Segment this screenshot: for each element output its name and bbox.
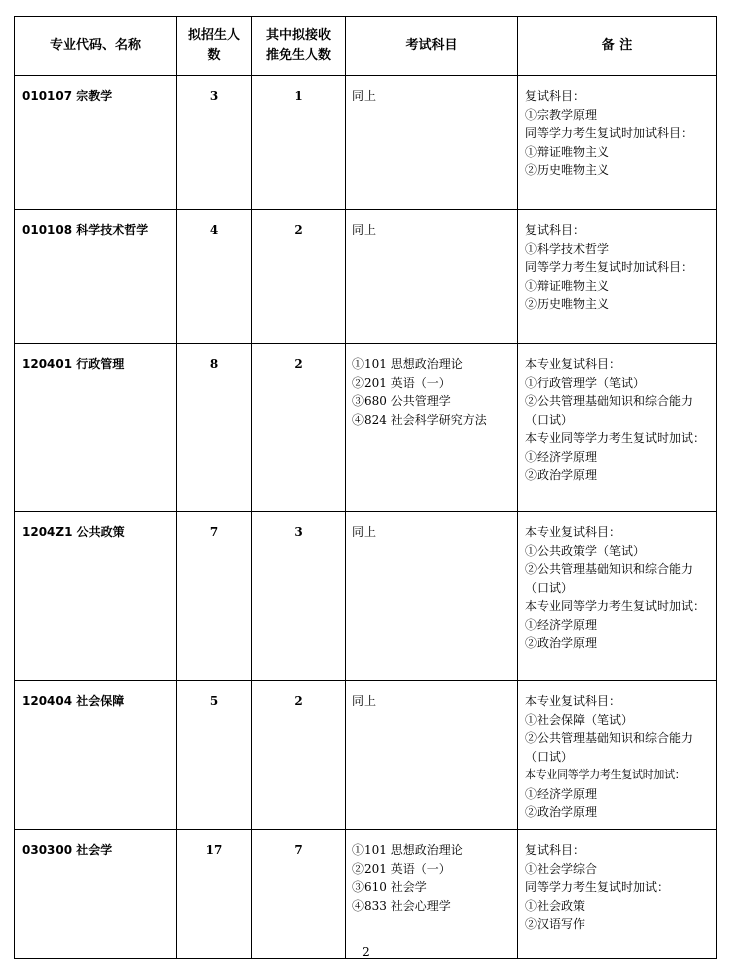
- notes-cell: [518, 830, 717, 959]
- note-line: 复试科目：: [525, 843, 586, 857]
- note-line: 本专业同等学力考生复试时加试：: [525, 768, 686, 781]
- major-cell: 120404 社会保障: [15, 681, 177, 830]
- notes-cell: [518, 512, 717, 681]
- note-line: ①辩证唯物主义: [525, 278, 610, 293]
- subjects-cell: [346, 76, 518, 210]
- note-line: 同等学力考生复试时加试科目：: [525, 126, 694, 140]
- note-line: ①公共政策学（笔试）: [525, 543, 646, 558]
- subject-line: 同上: [352, 694, 377, 708]
- exempt-cell: 7: [252, 830, 346, 959]
- note-line: ②政治学原理: [525, 468, 598, 482]
- exempt-cell: 2: [252, 344, 346, 512]
- exempt-cell: 2: [252, 681, 346, 830]
- planned-cell: 3: [177, 76, 252, 210]
- note-line: 本专业复试科目：: [525, 694, 622, 708]
- subjects-cell: [346, 830, 518, 959]
- note-line: 本专业同等学力考生复试时加试：: [525, 599, 706, 613]
- subject-line: ③610 社会学: [352, 880, 427, 894]
- table-row: [15, 76, 717, 210]
- major-cell: 120401 行政管理: [15, 344, 177, 512]
- exempt-cell: 2: [252, 210, 346, 344]
- notes-cell: [518, 681, 717, 830]
- subject-line: 同上: [352, 525, 377, 539]
- note-line: ①经济学原理: [525, 786, 598, 801]
- table-row: [15, 210, 717, 344]
- note-line: 本专业复试科目：: [525, 525, 622, 539]
- note-line: ②公共管理基础知识和综合能力（口试）: [525, 731, 694, 764]
- note-line: ②汉语写作: [525, 917, 586, 931]
- note-line: ②历史唯物主义: [525, 297, 610, 311]
- note-line: ①科学技术哲学: [525, 241, 610, 256]
- page-number: 2: [362, 945, 370, 959]
- table-row: [15, 512, 717, 681]
- note-line: 复试科目：: [525, 89, 586, 103]
- note-line: ②公共管理基础知识和综合能力（口试）: [525, 394, 694, 427]
- subjects-cell: [346, 210, 518, 344]
- major-cell: 010107 宗教学: [15, 76, 177, 210]
- planned-cell: 8: [177, 344, 252, 512]
- note-line: 本专业复试科目：: [525, 357, 622, 371]
- note-line: ①社会学综合: [525, 861, 598, 876]
- note-line: 本专业同等学力考生复试时加试：: [525, 431, 706, 445]
- header-planned: 拟招生人数: [177, 17, 252, 76]
- notes-cell: [518, 344, 717, 512]
- subjects-cell: [346, 512, 518, 681]
- header-notes: 备 注: [518, 17, 717, 76]
- header-row: [15, 17, 717, 76]
- major-cell: 1204Z1 公共政策: [15, 512, 177, 681]
- note-line: ①经济学原理: [525, 449, 598, 464]
- note-line: ①行政管理学（笔试）: [525, 375, 646, 390]
- table-row: [15, 681, 717, 830]
- subject-line: ①101 思想政治理论: [352, 843, 463, 857]
- subject-line: 同上: [352, 89, 377, 103]
- planned-cell: 17: [177, 830, 252, 959]
- subject-line: ④824 社会科学研究方法: [352, 412, 487, 427]
- note-line: 同等学力考生复试时加试科目：: [525, 260, 694, 274]
- subject-line: ②201 英语（一）: [352, 861, 451, 876]
- note-line: ②政治学原理: [525, 805, 598, 819]
- subjects-cell: [346, 344, 518, 512]
- note-line: 复试科目：: [525, 223, 586, 237]
- note-line: ①经济学原理: [525, 617, 598, 632]
- subject-line: ③680 公共管理学: [352, 394, 451, 408]
- header-exempt: 其中拟接收推免生人数: [252, 17, 346, 76]
- header-subjects: 考试科目: [346, 17, 518, 76]
- note-line: 同等学力考生复试时加试：: [525, 880, 670, 894]
- note-line: ②历史唯物主义: [525, 163, 610, 177]
- major-cell: 030300 社会学: [15, 830, 177, 959]
- note-line: ①社会保障（笔试）: [525, 712, 634, 727]
- planned-cell: 5: [177, 681, 252, 830]
- notes-cell: [518, 76, 717, 210]
- subject-line: ①101 思想政治理论: [352, 357, 463, 371]
- note-line: ①宗教学原理: [525, 107, 598, 122]
- exempt-cell: 1: [252, 76, 346, 210]
- subject-line: 同上: [352, 223, 377, 237]
- admission-table: [14, 16, 717, 959]
- note-line: ①社会政策: [525, 898, 586, 913]
- notes-cell: [518, 210, 717, 344]
- table-row: [15, 344, 717, 512]
- major-cell: 010108 科学技术哲学: [15, 210, 177, 344]
- note-line: ①辩证唯物主义: [525, 144, 610, 159]
- planned-cell: 7: [177, 512, 252, 681]
- exempt-cell: 3: [252, 512, 346, 681]
- header-major: 专业代码、名称: [15, 17, 177, 76]
- subject-line: ④833 社会心理学: [352, 898, 451, 913]
- subject-line: ②201 英语（一）: [352, 375, 451, 390]
- planned-cell: 4: [177, 210, 252, 344]
- note-line: ②政治学原理: [525, 636, 598, 650]
- note-line: ②公共管理基础知识和综合能力（口试）: [525, 562, 694, 595]
- subjects-cell: [346, 681, 518, 830]
- table-row: [15, 830, 717, 959]
